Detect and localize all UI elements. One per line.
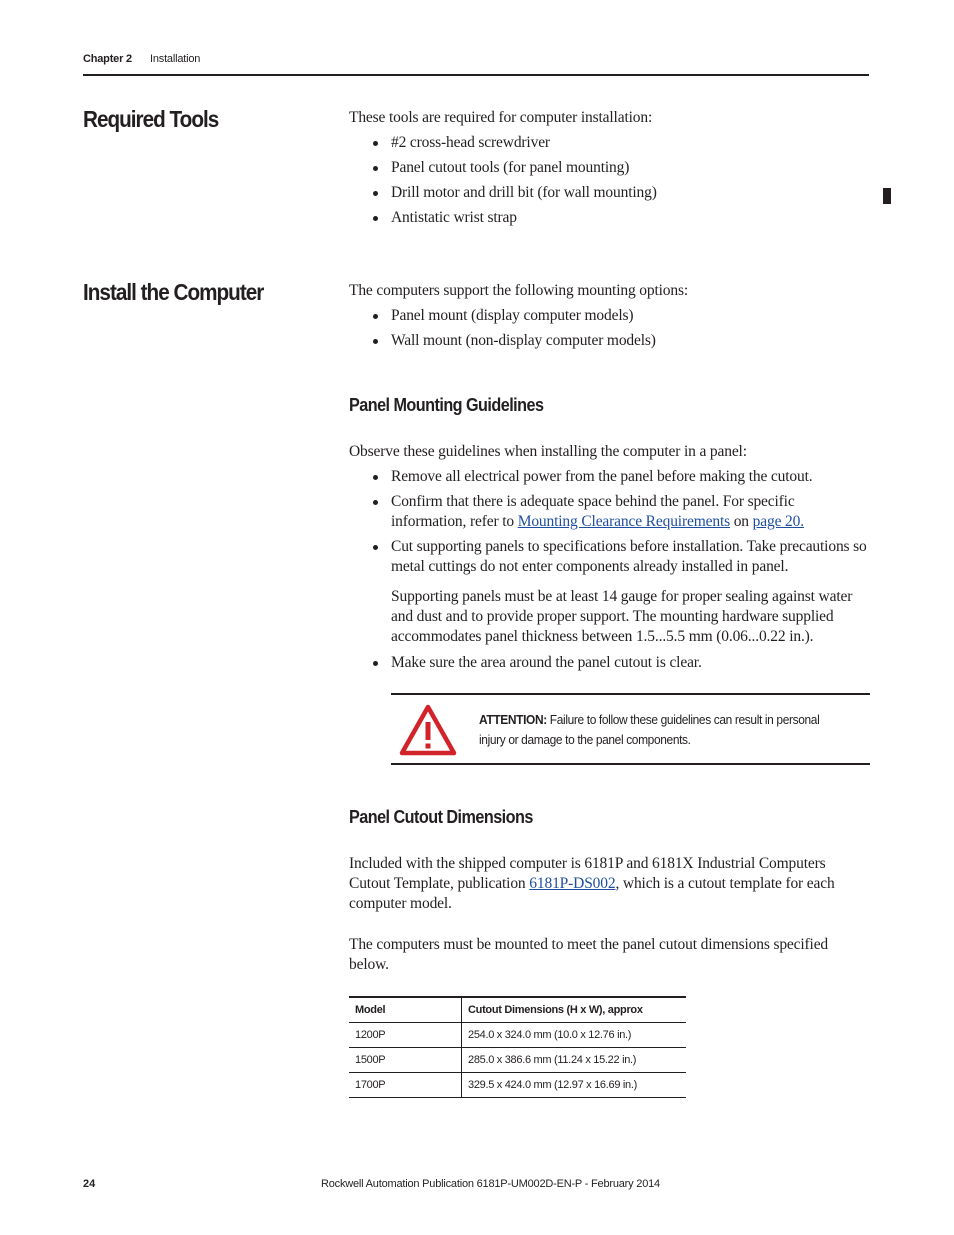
list-item: Remove all electrical power from the panel before making the cutout. — [391, 467, 869, 487]
bullet-icon — [373, 545, 378, 550]
bullet-icon — [373, 141, 378, 146]
bullet-icon — [373, 216, 378, 221]
cell-dimensions: 254.0 x 324.0 mm (10.0 x 12.76 in.) — [468, 1029, 632, 1041]
section-label: Installation — [150, 53, 201, 65]
list-item: #2 cross-head screwdriver — [391, 133, 869, 153]
list-item: Make sure the area around the panel cutout is clear. — [391, 653, 869, 673]
panel-guidelines-intro: Observe these guidelines when installing the computer in a panel: — [349, 443, 747, 460]
required-tools-list — [391, 133, 869, 228]
required-tools-intro: These tools are required for computer installation: — [349, 109, 653, 126]
table-row — [349, 1023, 686, 1048]
publication-6181p-ds002-link[interactable]: 6181P-DS002 — [529, 875, 616, 892]
cutout-dimensions-heading: Panel Cutout Dimensions — [349, 807, 533, 827]
cutout-para-2: The computers must be mounted to meet the panel cutout dimensions specified below. — [349, 936, 829, 973]
header-rule — [83, 74, 869, 76]
mounting-clearance-link[interactable]: Mounting Clearance Requirements — [517, 513, 730, 530]
list-item: Panel cutout tools (for panel mounting) — [391, 158, 869, 178]
list-item: Confirm that there is adequate space behind the panel. For specific information, refer to Mounting Clearance Requirements on page 20. — [391, 492, 869, 532]
cell-model: 1500P — [349, 1048, 462, 1073]
table-row — [349, 1073, 686, 1098]
list-item: Cut supporting panels to specifications before installation. Take precautions so metal cuttings do not enter components already installed in panel. — [391, 537, 869, 577]
cutout-para-1: Included with the shipped computer is 6181P and 6181X Industrial Computers Cutout Template, publication 6181P-DS002, which is a cutout template for each computer model. — [349, 855, 835, 912]
attention-message: ATTENTION: Failure to follow these guidelines can result in personal injury or damage to the panel components. — [479, 712, 820, 747]
bullet-icon — [373, 475, 378, 480]
column-header-model: Model — [349, 997, 462, 1023]
attention-bottom-rule — [391, 763, 870, 765]
bullet-icon — [373, 191, 378, 196]
bullet-icon — [373, 661, 378, 666]
bullet-icon — [373, 339, 378, 344]
cutout-dimensions-table — [349, 996, 686, 1098]
bullet-icon — [373, 314, 378, 319]
attention-top-rule — [391, 693, 870, 695]
list-item-note: Supporting panels must be at least 14 gauge for proper sealing against water and dust and to provide proper support. The mounting hardware supplied accommodates panel thickness between 1.5...5.5 mm (0.06...0.22 in.). — [391, 588, 853, 645]
list-item: Antistatic wrist strap — [391, 208, 869, 228]
page-20-link[interactable]: page 20. — [752, 513, 804, 530]
bullet-icon — [373, 166, 378, 171]
list-item: Panel mount (display computer models) — [391, 306, 869, 326]
publication-footer: Rockwell Automation Publication 6181P-UM002D-EN-P - February 2014 — [321, 1178, 660, 1190]
chapter-label: Chapter 2 — [83, 53, 132, 65]
cell-dimensions: 329.5 x 424.0 mm (12.97 x 16.69 in.) — [468, 1079, 637, 1091]
cell-model: 1700P — [349, 1073, 462, 1098]
chapter-tab-marker — [883, 188, 891, 204]
panel-guidelines-heading: Panel Mounting Guidelines — [349, 395, 544, 415]
table-header-row — [349, 997, 686, 1023]
cell-dimensions: 285.0 x 386.6 mm (11.24 x 15.22 in.) — [468, 1054, 637, 1066]
bullet-icon — [373, 500, 378, 505]
column-header-dimensions: Cutout Dimensions (H x W), approx — [468, 1004, 643, 1016]
warning-triangle-icon — [399, 704, 457, 756]
install-computer-heading: Install the Computer — [83, 279, 264, 305]
mounting-options-list — [391, 306, 869, 351]
list-item: Wall mount (non-display computer models) — [391, 331, 869, 351]
page-number: 24 — [83, 1178, 96, 1190]
list-item: Drill motor and drill bit (for wall mounting) — [391, 183, 869, 203]
table-row — [349, 1048, 686, 1073]
attention-label: ATTENTION: — [479, 712, 547, 727]
required-tools-heading: Required Tools — [83, 106, 219, 132]
cell-model: 1200P — [349, 1023, 462, 1048]
panel-guidelines-list — [391, 467, 869, 673]
install-computer-intro: The computers support the following mounting options: — [349, 282, 689, 299]
